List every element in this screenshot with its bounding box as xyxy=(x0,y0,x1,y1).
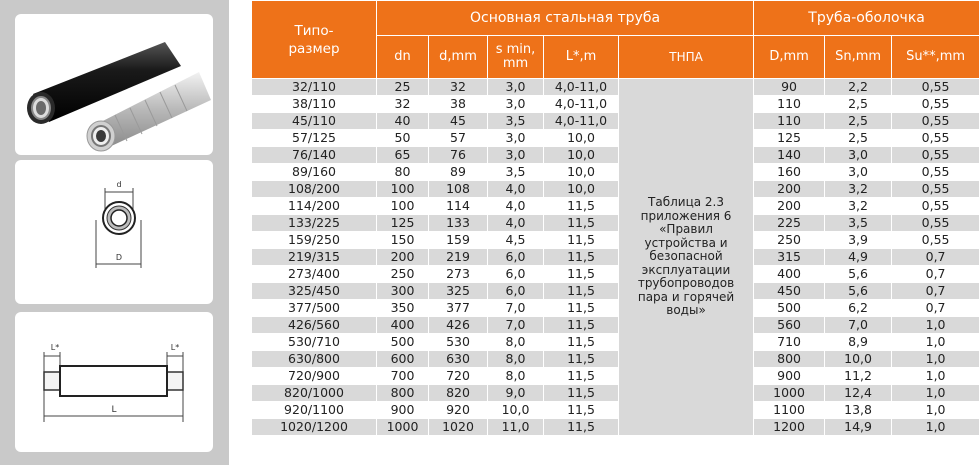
cell-s-min: 4,0 xyxy=(488,181,544,198)
header-dn: dn xyxy=(377,36,429,79)
cell-typesize: 630/800 xyxy=(252,351,377,368)
cell-typesize: 76/140 xyxy=(252,147,377,164)
cell-d: 530 xyxy=(429,334,488,351)
cell-typesize: 426/560 xyxy=(252,317,377,334)
cell-typesize: 108/200 xyxy=(252,181,377,198)
cell-su: 0,7 xyxy=(892,300,979,317)
header-D-mm: D,mm xyxy=(754,36,825,79)
cell-s-min: 4,0 xyxy=(488,198,544,215)
cell-su: 1,0 xyxy=(892,317,979,334)
cell-l: 11,5 xyxy=(544,419,619,436)
cell-s-min: 3,0 xyxy=(488,147,544,164)
header-su-mm: Su**,mm xyxy=(892,36,979,79)
cell-D: 500 xyxy=(754,300,825,317)
cell-s-min: 11,0 xyxy=(488,419,544,436)
cell-d: 38 xyxy=(429,96,488,113)
cell-s-min: 3,5 xyxy=(488,113,544,130)
cell-d: 114 xyxy=(429,198,488,215)
table-row xyxy=(252,249,979,266)
cell-l: 4,0-11,0 xyxy=(544,113,619,130)
cell-sn: 2,2 xyxy=(825,79,892,96)
table-body xyxy=(252,79,979,436)
cell-sn: 3,2 xyxy=(825,198,892,215)
cell-D: 450 xyxy=(754,283,825,300)
cell-typesize: 114/200 xyxy=(252,198,377,215)
cell-dn: 700 xyxy=(377,368,429,385)
cell-d: 1020 xyxy=(429,419,488,436)
cell-d: 219 xyxy=(429,249,488,266)
cell-dn: 600 xyxy=(377,351,429,368)
dim-L-label: L xyxy=(111,405,117,415)
cell-s-min: 6,0 xyxy=(488,249,544,266)
cell-D: 110 xyxy=(754,96,825,113)
cell-sn: 6,2 xyxy=(825,300,892,317)
cell-D: 110 xyxy=(754,113,825,130)
cell-l: 10,0 xyxy=(544,181,619,198)
cell-su: 0,7 xyxy=(892,283,979,300)
cell-dn: 25 xyxy=(377,79,429,96)
cell-typesize: 530/710 xyxy=(252,334,377,351)
cell-l: 11,5 xyxy=(544,402,619,419)
cell-s-min: 7,0 xyxy=(488,317,544,334)
cell-s-min: 8,0 xyxy=(488,351,544,368)
cell-dn: 350 xyxy=(377,300,429,317)
cell-su: 0,55 xyxy=(892,130,979,147)
cell-su: 1,0 xyxy=(892,334,979,351)
pipe-cross-section-drawing xyxy=(15,160,213,304)
cell-typesize: 32/110 xyxy=(252,79,377,96)
table-row xyxy=(252,351,979,368)
cell-typesize: 38/110 xyxy=(252,96,377,113)
cell-dn: 40 xyxy=(377,113,429,130)
cell-d: 159 xyxy=(429,232,488,249)
cell-l: 10,0 xyxy=(544,130,619,147)
cell-dn: 100 xyxy=(377,198,429,215)
table-row xyxy=(252,113,979,130)
header-d-mm: d,mm xyxy=(429,36,488,79)
cell-l: 11,5 xyxy=(544,283,619,300)
cell-d: 720 xyxy=(429,368,488,385)
insulated-pipes-illustration xyxy=(15,14,213,155)
left-image-panel xyxy=(0,0,229,465)
table-row xyxy=(252,164,979,181)
pipe-length-drawing xyxy=(15,312,213,452)
cell-typesize: 45/110 xyxy=(252,113,377,130)
cell-typesize: 133/225 xyxy=(252,215,377,232)
cell-sn: 3,0 xyxy=(825,164,892,181)
cell-sn: 3,0 xyxy=(825,147,892,164)
cell-su: 0,55 xyxy=(892,181,979,198)
header-l-m: L*,m xyxy=(544,36,619,79)
cell-s-min: 3,5 xyxy=(488,164,544,181)
cell-D: 90 xyxy=(754,79,825,96)
table-row xyxy=(252,368,979,385)
cell-s-min: 6,0 xyxy=(488,283,544,300)
cell-s-min: 3,0 xyxy=(488,96,544,113)
table-row xyxy=(252,283,979,300)
header-s-min: s min, mm xyxy=(488,36,544,79)
pipe-spec-table-container xyxy=(251,0,979,465)
cell-typesize: 219/315 xyxy=(252,249,377,266)
table-row xyxy=(252,232,979,249)
cell-typesize: 820/1000 xyxy=(252,385,377,402)
cell-l: 11,5 xyxy=(544,266,619,283)
header-tnpa: ТНПА xyxy=(619,36,754,79)
cell-l: 11,5 xyxy=(544,368,619,385)
cell-su: 0,55 xyxy=(892,164,979,181)
header-group-steel-pipe: Основная стальная труба xyxy=(377,1,754,36)
table-row xyxy=(252,334,979,351)
table-row xyxy=(252,266,979,283)
cell-typesize: 57/125 xyxy=(252,130,377,147)
cell-D: 900 xyxy=(754,368,825,385)
cell-typesize: 1020/1200 xyxy=(252,419,377,436)
cell-sn: 8,9 xyxy=(825,334,892,351)
dim-L2-label: L* xyxy=(170,343,180,352)
cell-dn: 150 xyxy=(377,232,429,249)
cell-s-min: 6,0 xyxy=(488,266,544,283)
cell-d: 108 xyxy=(429,181,488,198)
cell-l: 11,5 xyxy=(544,351,619,368)
cell-typesize: 325/450 xyxy=(252,283,377,300)
table-row xyxy=(252,317,979,334)
cell-dn: 800 xyxy=(377,385,429,402)
header-sn-mm: Sn,mm xyxy=(825,36,892,79)
cell-s-min: 3,0 xyxy=(488,79,544,96)
dim-L1-label: L* xyxy=(50,343,60,352)
cell-d: 89 xyxy=(429,164,488,181)
cell-dn: 80 xyxy=(377,164,429,181)
cross-section-card xyxy=(15,160,213,304)
table-row xyxy=(252,79,979,96)
table-row xyxy=(252,385,979,402)
cell-sn: 5,6 xyxy=(825,266,892,283)
dim-D-label: D xyxy=(115,253,123,262)
cell-typesize: 720/900 xyxy=(252,368,377,385)
cell-typesize: 920/1100 xyxy=(252,402,377,419)
cell-dn: 1000 xyxy=(377,419,429,436)
cell-d: 630 xyxy=(429,351,488,368)
cell-l: 11,5 xyxy=(544,215,619,232)
cell-sn: 5,6 xyxy=(825,283,892,300)
cell-su: 1,0 xyxy=(892,368,979,385)
cell-D: 1200 xyxy=(754,419,825,436)
cell-D: 315 xyxy=(754,249,825,266)
cell-l: 11,5 xyxy=(544,249,619,266)
cell-sn: 11,2 xyxy=(825,368,892,385)
cell-d: 920 xyxy=(429,402,488,419)
cell-l: 4,0-11,0 xyxy=(544,96,619,113)
cell-sn: 13,8 xyxy=(825,402,892,419)
cell-D: 1100 xyxy=(754,402,825,419)
cell-sn: 3,9 xyxy=(825,232,892,249)
cell-s-min: 4,5 xyxy=(488,232,544,249)
cell-l: 11,5 xyxy=(544,317,619,334)
cell-D: 800 xyxy=(754,351,825,368)
cell-s-min: 9,0 xyxy=(488,385,544,402)
table-row xyxy=(252,147,979,164)
cell-D: 160 xyxy=(754,164,825,181)
cell-l: 11,5 xyxy=(544,300,619,317)
cell-su: 1,0 xyxy=(892,402,979,419)
cell-s-min: 3,0 xyxy=(488,130,544,147)
cell-dn: 250 xyxy=(377,266,429,283)
cell-D: 225 xyxy=(754,215,825,232)
cell-dn: 400 xyxy=(377,317,429,334)
cell-d: 820 xyxy=(429,385,488,402)
cell-l: 11,5 xyxy=(544,334,619,351)
cell-D: 140 xyxy=(754,147,825,164)
cell-D: 560 xyxy=(754,317,825,334)
cell-su: 0,55 xyxy=(892,113,979,130)
cell-dn: 500 xyxy=(377,334,429,351)
cell-D: 710 xyxy=(754,334,825,351)
pipe-spec-table xyxy=(251,0,979,436)
dim-d-label: d xyxy=(116,180,122,189)
cell-dn: 65 xyxy=(377,147,429,164)
cell-sn: 2,5 xyxy=(825,130,892,147)
cell-typesize: 89/160 xyxy=(252,164,377,181)
cell-d: 32 xyxy=(429,79,488,96)
cell-su: 0,55 xyxy=(892,96,979,113)
cell-d: 76 xyxy=(429,147,488,164)
table-row xyxy=(252,402,979,419)
cell-l: 10,0 xyxy=(544,147,619,164)
cell-typesize: 273/400 xyxy=(252,266,377,283)
cell-D: 1000 xyxy=(754,385,825,402)
table-row xyxy=(252,300,979,317)
cell-d: 325 xyxy=(429,283,488,300)
table-row xyxy=(252,181,979,198)
cell-s-min: 10,0 xyxy=(488,402,544,419)
cell-su: 1,0 xyxy=(892,419,979,436)
cell-su: 0,55 xyxy=(892,198,979,215)
cell-su: 0,7 xyxy=(892,249,979,266)
cell-su: 1,0 xyxy=(892,351,979,368)
cell-tnpa-note: Таблица 2.3 приложения 6 «Правил устройства и безопасной эксплуатации трубопроводов пара и горячей воды» xyxy=(619,79,754,436)
cell-D: 250 xyxy=(754,232,825,249)
table-row xyxy=(252,215,979,232)
cell-l: 11,5 xyxy=(544,198,619,215)
cell-s-min: 8,0 xyxy=(488,368,544,385)
cell-d: 57 xyxy=(429,130,488,147)
cell-d: 426 xyxy=(429,317,488,334)
cell-l: 10,0 xyxy=(544,164,619,181)
cell-sn: 2,5 xyxy=(825,96,892,113)
cell-l: 11,5 xyxy=(544,232,619,249)
cell-D: 125 xyxy=(754,130,825,147)
cell-typesize: 159/250 xyxy=(252,232,377,249)
cell-su: 0,55 xyxy=(892,215,979,232)
cell-su: 0,55 xyxy=(892,79,979,96)
cell-su: 1,0 xyxy=(892,385,979,402)
cell-su: 0,55 xyxy=(892,232,979,249)
cell-sn: 14,9 xyxy=(825,419,892,436)
table-row xyxy=(252,96,979,113)
table-row xyxy=(252,130,979,147)
cell-dn: 125 xyxy=(377,215,429,232)
cell-D: 200 xyxy=(754,181,825,198)
cell-sn: 10,0 xyxy=(825,351,892,368)
cell-D: 200 xyxy=(754,198,825,215)
cell-d: 133 xyxy=(429,215,488,232)
cell-dn: 32 xyxy=(377,96,429,113)
cell-typesize: 377/500 xyxy=(252,300,377,317)
length-drawing-card xyxy=(15,312,213,452)
cell-sn: 3,2 xyxy=(825,181,892,198)
cell-sn: 12,4 xyxy=(825,385,892,402)
cell-s-min: 4,0 xyxy=(488,215,544,232)
cell-su: 0,55 xyxy=(892,147,979,164)
cell-sn: 3,5 xyxy=(825,215,892,232)
cell-d: 45 xyxy=(429,113,488,130)
header-group-shell-pipe: Труба-оболочка xyxy=(754,1,979,36)
cell-D: 400 xyxy=(754,266,825,283)
cell-sn: 2,5 xyxy=(825,113,892,130)
cell-dn: 200 xyxy=(377,249,429,266)
cell-l: 11,5 xyxy=(544,385,619,402)
cell-s-min: 7,0 xyxy=(488,300,544,317)
cell-su: 0,7 xyxy=(892,266,979,283)
cell-dn: 300 xyxy=(377,283,429,300)
table-row xyxy=(252,419,979,436)
cell-sn: 4,9 xyxy=(825,249,892,266)
cell-d: 377 xyxy=(429,300,488,317)
cell-d: 273 xyxy=(429,266,488,283)
table-row xyxy=(252,198,979,215)
cell-s-min: 8,0 xyxy=(488,334,544,351)
pipe-photo-card xyxy=(15,14,213,155)
cell-l: 4,0-11,0 xyxy=(544,79,619,96)
header-typesize: Типо- размер xyxy=(252,1,377,79)
cell-dn: 100 xyxy=(377,181,429,198)
cell-dn: 900 xyxy=(377,402,429,419)
cell-dn: 50 xyxy=(377,130,429,147)
cell-sn: 7,0 xyxy=(825,317,892,334)
